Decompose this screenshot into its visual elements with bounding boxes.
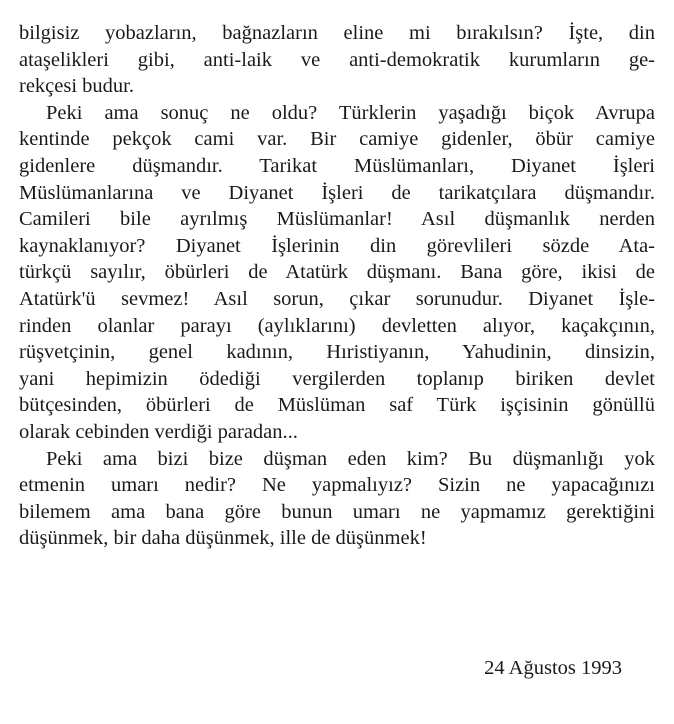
text-line: düşünmek, bir daha düşünmek, ille de düşünmek! bbox=[19, 527, 427, 550]
text-line: rekçesi budur. bbox=[19, 75, 134, 98]
text-line: bütçesinden, öbürleri de Müslüman saf Türk işçisinin gönüllü bbox=[19, 394, 655, 417]
document-body bbox=[19, 20, 655, 552]
date-signature: 24 Ağustos 1993 bbox=[484, 657, 622, 679]
text-line: kentinde pekçok cami var. Bir camiye gidenler, öbür camiye bbox=[19, 128, 655, 151]
text-line: yani hepimizin ödediği vergilerden toplanıp biriken devlet bbox=[19, 367, 655, 390]
text-line: kaynaklanıyor? Diyanet İşlerinin din görevlileri sözde Ata- bbox=[19, 234, 655, 257]
text-line: etmenin umarı nedir? Ne yapmalıyız? Sizin ne yapacağınızı bbox=[19, 474, 655, 497]
text-line: Peki ama bizi bize düşman eden kim? Bu düşmanlığı yok bbox=[46, 447, 655, 470]
paragraph-2 bbox=[19, 100, 655, 446]
text-line: gidenlere düşmandır. Tarikat Müslümanları, Diyanet İşleri bbox=[19, 154, 655, 177]
text-line: rinden olanlar parayı (aylıklarını) devletten alıyor, kaçakçının, bbox=[19, 314, 655, 337]
text-line: ataşelikleri gibi, anti-laik ve anti-demokratik kurumların ge- bbox=[19, 48, 655, 71]
text-line: Müslümanlarına ve Diyanet İşleri de tarikatçılara düşmandır. bbox=[19, 181, 655, 204]
text-line: bilgisiz yobazların, bağnazların eline mi bırakılsın? İşte, din bbox=[19, 22, 655, 44]
text-line: olarak cebinden verdiği paradan... bbox=[19, 420, 298, 443]
text-line: türkçü sayılır, öbürleri de Atatürk düşmanı. Bana göre, ikisi de bbox=[19, 261, 655, 284]
text-line: bilemem ama bana göre bunun umarı ne yapmamız gerektiğini bbox=[19, 500, 655, 523]
text-line: Atatürk'ü sevmez! Asıl sorun, çıkar sorunudur. Diyanet İşle- bbox=[19, 287, 655, 310]
text-line: Camileri bile ayrılmış Müslümanlar! Asıl düşmanlık nerden bbox=[19, 208, 655, 231]
paragraph-3 bbox=[19, 446, 655, 552]
text-line: Peki ama sonuç ne oldu? Türklerin yaşadığı biçok Avrupa bbox=[46, 101, 655, 124]
text-line: rüşvetçinin, genel kadının, Hıristiyanın, Yahudinin, dinsizin, bbox=[19, 341, 655, 364]
paragraph-1 bbox=[19, 20, 655, 100]
